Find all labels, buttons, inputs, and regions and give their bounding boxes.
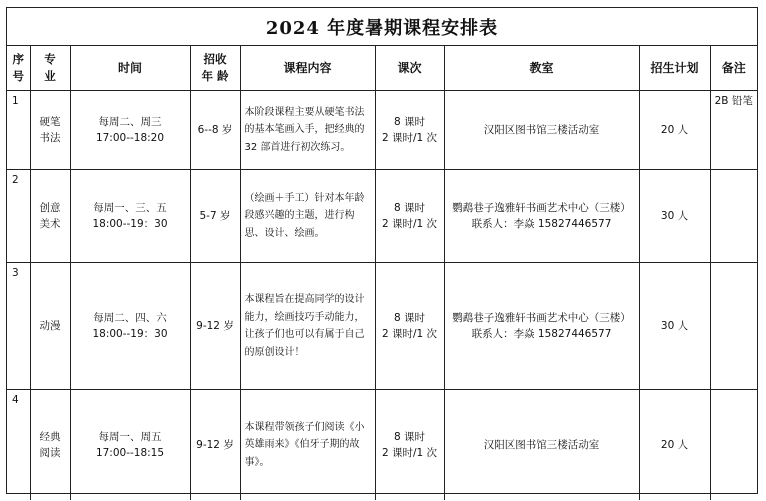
row-index: 4: [7, 390, 30, 501]
content-cell: 本课程旨在提高同学的设计能力，绘画技巧手动能力，让孩子们也可以有属于自己的原创设计！: [240, 263, 375, 390]
table-row: [7, 390, 757, 501]
table-row: [7, 170, 757, 263]
header-notes: 备注: [710, 46, 757, 91]
header-row: [7, 46, 757, 91]
sessions-cell: 8 课时 2 课时/1 次: [375, 263, 444, 390]
sessions-cell: 8 课时 2 课时/1 次: [375, 390, 444, 501]
classroom-cell: 汉阳区图书馆三楼活动室: [444, 390, 639, 501]
header-age: 招收 年 龄: [190, 46, 240, 91]
header-major: 专 业: [30, 46, 70, 91]
row-index: 2: [7, 170, 30, 263]
header-sessions: 课次: [375, 46, 444, 91]
page-title: 2024 年度暑期课程安排表: [7, 8, 757, 46]
schedule-sheet: [6, 7, 758, 494]
classroom-cell: 鹦鹉巷子逸雅轩书画艺术中心（三楼） 联系人：李焱 15827446577: [444, 170, 639, 263]
plan-cell: 20 人: [639, 91, 710, 170]
age-cell: 5-7 岁: [190, 170, 240, 263]
notes-cell: [710, 170, 757, 263]
notes-cell: 2B 铅笔: [710, 91, 757, 170]
header-plan: 招生计划: [639, 46, 710, 91]
plan-cell: 30 人: [639, 170, 710, 263]
schedule-table: [7, 46, 757, 500]
content-cell: 本课程带领孩子们阅读《小英雄雨来》《伯牙子期的故事》。: [240, 390, 375, 501]
row-index: 3: [7, 263, 30, 390]
sessions-cell: 8 课时 2 课时/1 次: [375, 170, 444, 263]
table-row: [7, 263, 757, 390]
age-cell: 9-12 岁: [190, 390, 240, 501]
major-cell: 创意 美术: [30, 170, 70, 263]
age-cell: 6--8 岁: [190, 91, 240, 170]
notes-cell: [710, 390, 757, 501]
major-cell: 动漫: [30, 263, 70, 390]
classroom-cell: 鹦鹉巷子逸雅轩书画艺术中心（三楼） 联系人：李焱 15827446577: [444, 263, 639, 390]
content-cell: （绘画＋手工）针对本年龄段感兴趣的主题，进行构思、设计、绘画。: [240, 170, 375, 263]
plan-cell: 30 人: [639, 263, 710, 390]
content-cell: 本阶段课程主要从硬笔书法的基本笔画入手，把经典的 32 部首进行初次练习。: [240, 91, 375, 170]
header-classroom: 教室: [444, 46, 639, 91]
time-cell: 每周一、三、五 18:00--19：30: [70, 170, 190, 263]
row-index: 1: [7, 91, 30, 170]
time-cell: 每周二、四、六 18:00--19：30: [70, 263, 190, 390]
major-cell: 经典 阅读: [30, 390, 70, 501]
age-cell: 9-12 岁: [190, 263, 240, 390]
classroom-cell: 汉阳区图书馆三楼活动室: [444, 91, 639, 170]
header-time: 时间: [70, 46, 190, 91]
notes-cell: [710, 263, 757, 390]
time-cell: 每周一、周五 17:00--18:15: [70, 390, 190, 501]
header-index: 序 号: [7, 46, 30, 91]
time-cell: 每周二、周三 17:00--18:20: [70, 91, 190, 170]
plan-cell: 20 人: [639, 390, 710, 501]
header-content: 课程内容: [240, 46, 375, 91]
sessions-cell: 8 课时 2 课时/1 次: [375, 91, 444, 170]
table-row: [7, 91, 757, 170]
major-cell: 硬笔 书法: [30, 91, 70, 170]
